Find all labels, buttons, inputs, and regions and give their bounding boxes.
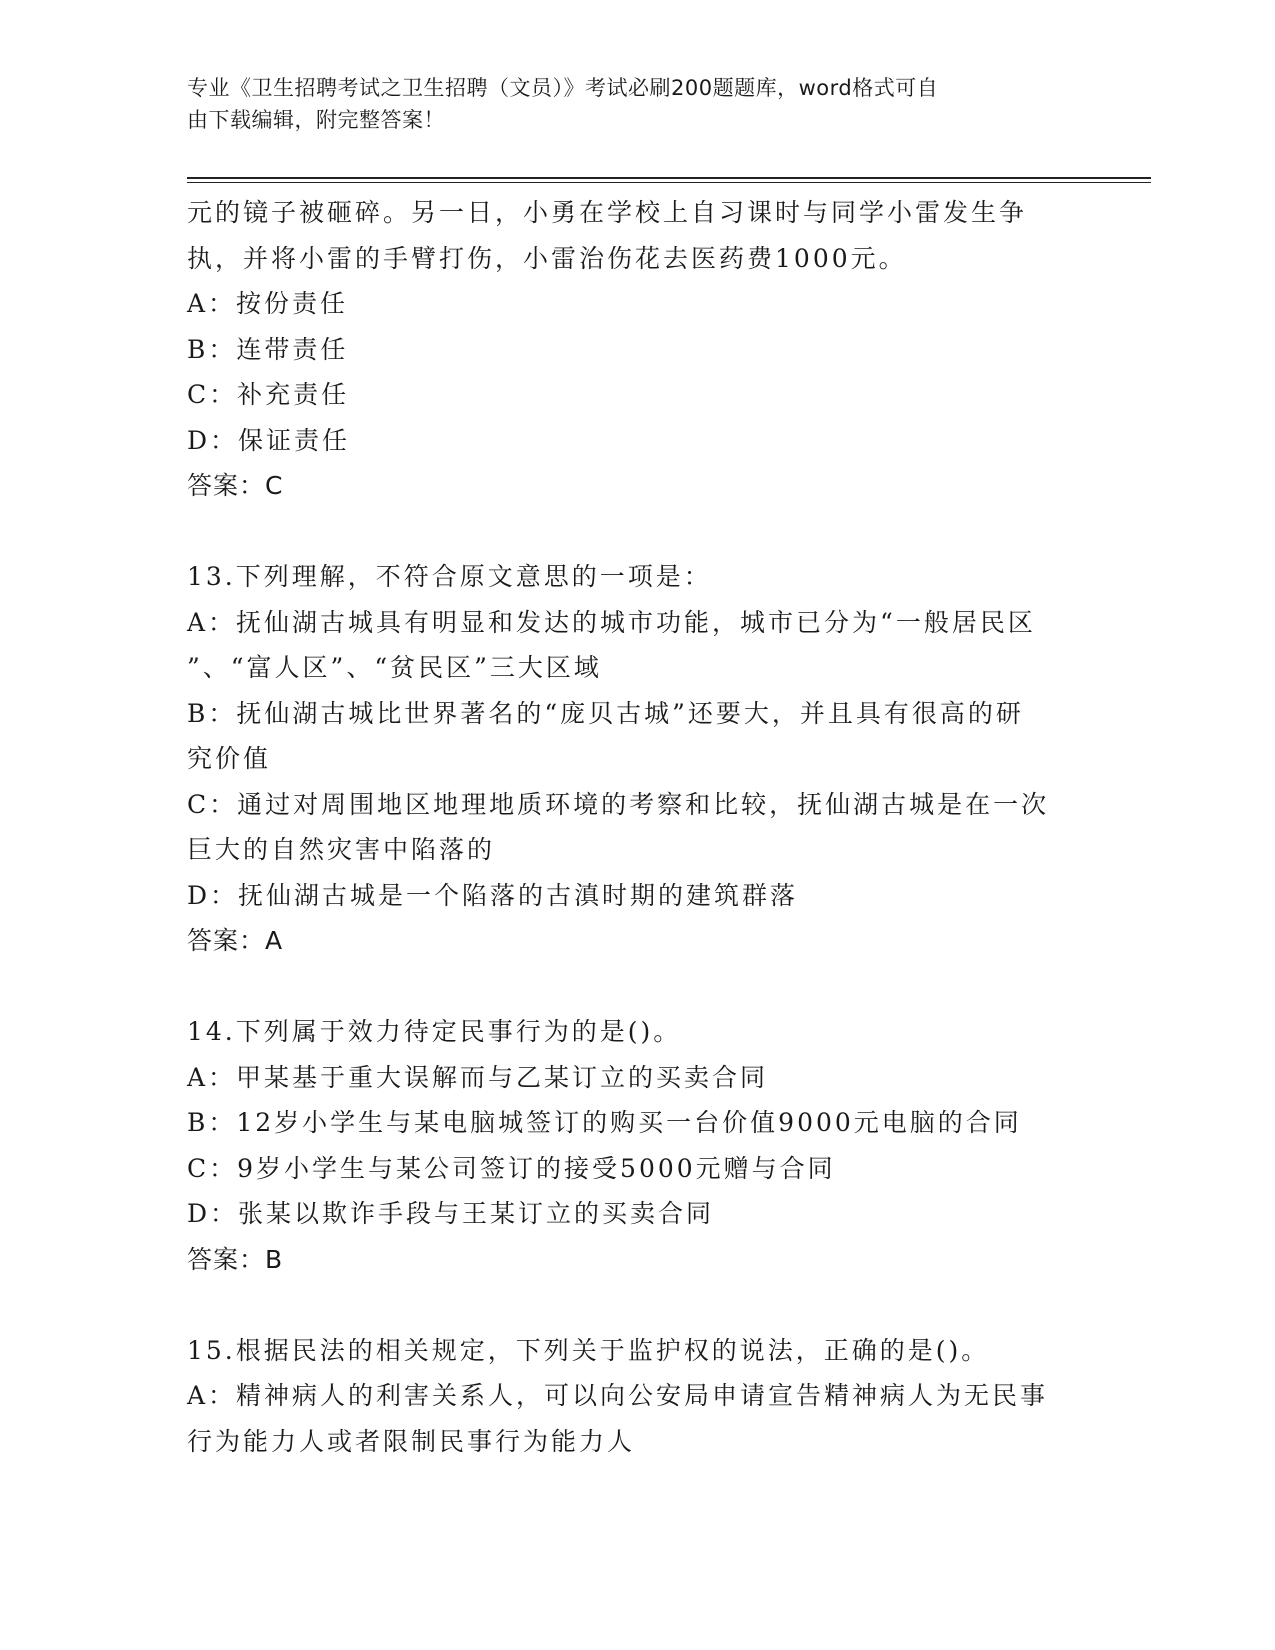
option-b: B：抚仙湖古城比世界著名的“庞贝古城”还要大，并且具有很高的研	[187, 698, 1024, 728]
header-divider-thin	[187, 182, 1151, 183]
header-line-1: 专业《卫生招聘考试之卫生招聘（文员）》考试必刷200题题库，word格式可自	[187, 76, 939, 100]
option-a: A：按份责任	[187, 289, 349, 318]
page-header	[187, 72, 1067, 136]
answer-line: 答案：A	[187, 926, 284, 955]
option-c: C：9岁小学生与某公司签订的接受5000元赠与合同	[187, 1153, 836, 1183]
option-a: A：精神病人的利害关系人，可以向公安局申请宣告精神病人为无民事	[187, 1381, 1049, 1410]
spacer	[187, 964, 1087, 1010]
option-a: A：抚仙湖古城具有明显和发达的城市功能，城市已分为“一般居民区	[187, 607, 1036, 637]
question-15	[187, 1328, 1087, 1465]
option-a-continued: 行为能力人或者限制民事行为能力人	[187, 1426, 636, 1456]
spacer	[187, 509, 1087, 555]
option-c: C：补充责任	[187, 380, 350, 409]
header-line-2: 由下载编辑，附完整答案！	[187, 108, 445, 132]
header-divider-thick	[187, 177, 1151, 179]
question-stem: 15.根据民法的相关规定，下列关于监护权的说法，正确的是()。	[187, 1335, 990, 1365]
question-14	[187, 1009, 1087, 1282]
question-stem: 13.下列理解，不符合原文意思的一项是：	[187, 562, 712, 591]
question-text: 执，并将小雷的手臂打伤，小雷治伤花去医药费1000元。	[187, 243, 907, 273]
question-13	[187, 554, 1087, 964]
question-text: 元的镜子被砸碎。另一日，小勇在学校上自习课时与同学小雷发生争	[187, 198, 1028, 227]
question-list	[187, 190, 1087, 1464]
option-b: B：连带责任	[187, 334, 349, 364]
answer-line: 答案：B	[187, 1244, 284, 1274]
option-a: A：甲某基于重大误解而与乙某订立的买卖合同	[187, 1062, 769, 1092]
spacer	[187, 1282, 1087, 1328]
option-d: D：抚仙湖古城是一个陷落的古滇时期的建筑群落	[187, 880, 799, 910]
option-c: C：通过对周围地区地理地质环境的考察和比较，抚仙湖古城是在一次	[187, 789, 1050, 819]
question-stem: 14.下列属于效力待定民事行为的是()。	[187, 1017, 682, 1046]
answer-line: 答案：C	[187, 471, 284, 500]
option-a-continued: ”、“富人区”、“贫民区”三大区域	[187, 653, 602, 682]
option-c-continued: 巨大的自然灾害中陷落的	[187, 835, 496, 864]
option-b-continued: 究价值	[187, 744, 272, 773]
option-b: B：12岁小学生与某电脑城签订的购买一台价值9000元电脑的合同	[187, 1108, 1022, 1137]
option-d: D：保证责任	[187, 425, 351, 455]
question-12-continued	[187, 190, 1087, 509]
option-d: D：张某以欺诈手段与王某订立的买卖合同	[187, 1199, 715, 1228]
